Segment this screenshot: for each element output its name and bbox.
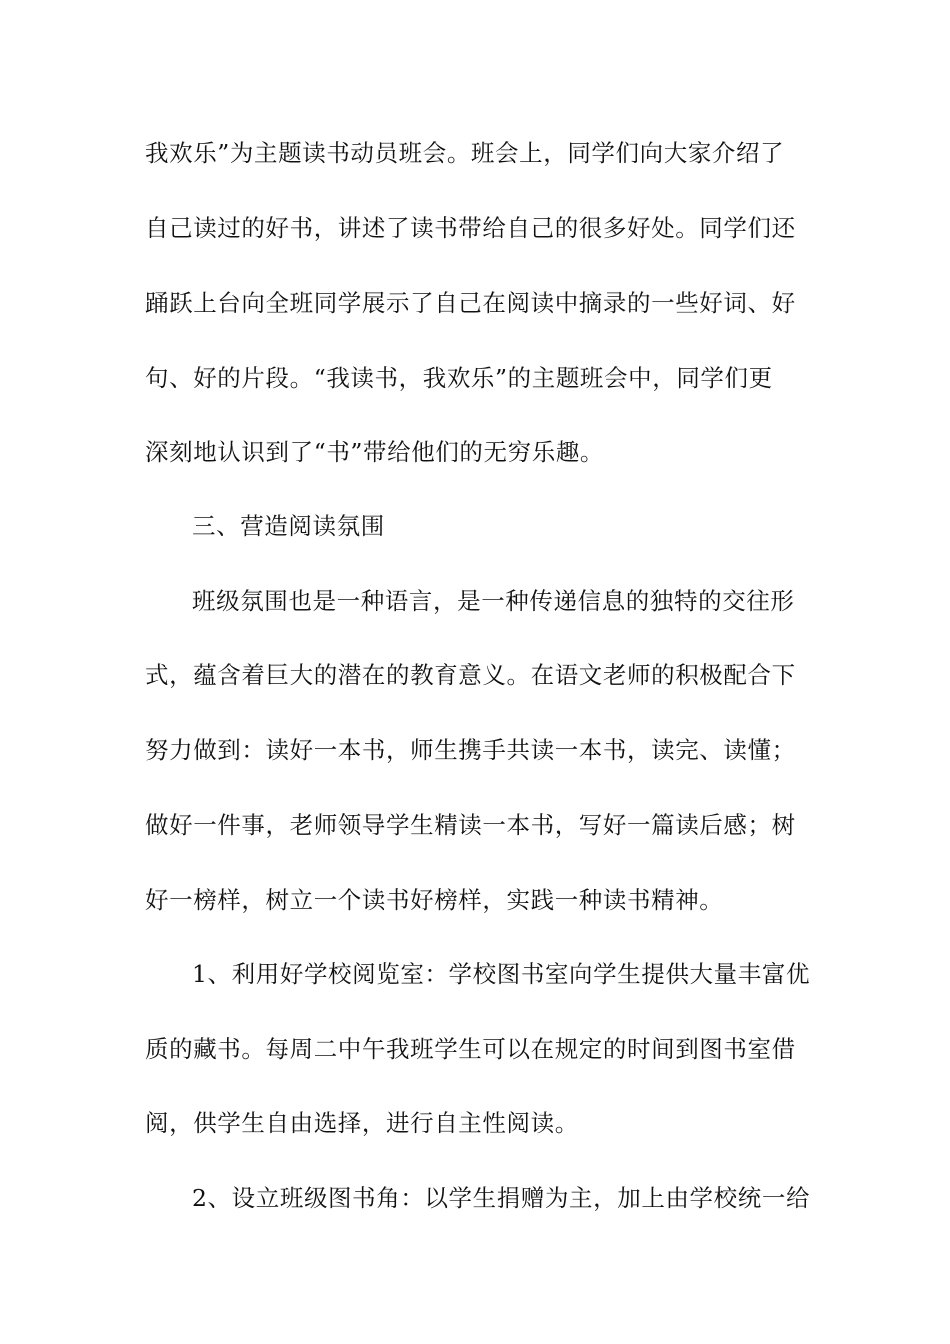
list-item: 1、利用好学校阅览室：学校图书室向学生提供大量丰富优 [192, 960, 811, 988]
paragraph-line: 班级氛围也是一种语言，是一种传递信息的独特的交往形 [192, 587, 795, 615]
paragraph-line: 阅，供学生自由选择，进行自主性阅读。 [145, 1109, 579, 1137]
paragraph-line: 做好一件事，老师领导学生精读一本书，写好一篇读后感；树 [145, 811, 796, 839]
paragraph-line: 质的藏书。每周二中午我班学生可以在规定的时间到图书室借 [145, 1035, 796, 1063]
paragraph-line: 式，蕴含着巨大的潜在的教育意义。在语文老师的积极配合下 [145, 661, 796, 689]
paragraph-line: 句、好的片段。“我读书，我欢乐”的主题班会中，同学们更 [145, 364, 773, 392]
paragraph-line: 努力做到：读好一本书，师生携手共读一本书，读完、读懂； [145, 736, 796, 764]
list-item: 2、设立班级图书角：以学生捐赠为主，加上由学校统一给 [192, 1184, 811, 1212]
paragraph-line: 踊跃上台向全班同学展示了自己在阅读中摘录的一些好词、好 [145, 289, 796, 317]
paragraph-line: 自己读过的好书，讲述了读书带给自己的很多好处。同学们还 [145, 214, 796, 242]
paragraph-line: 好一榜样，树立一个读书好榜样，实践一种读书精神。 [145, 886, 724, 914]
paragraph-line: 深刻地认识到了“书”带给他们的无穷乐趣。 [145, 438, 605, 466]
section-heading: 三、营造阅读氛围 [192, 512, 385, 540]
paragraph-line: 我欢乐”为主题读书动员班会。班会上，同学们向大家介绍了 [145, 139, 785, 167]
